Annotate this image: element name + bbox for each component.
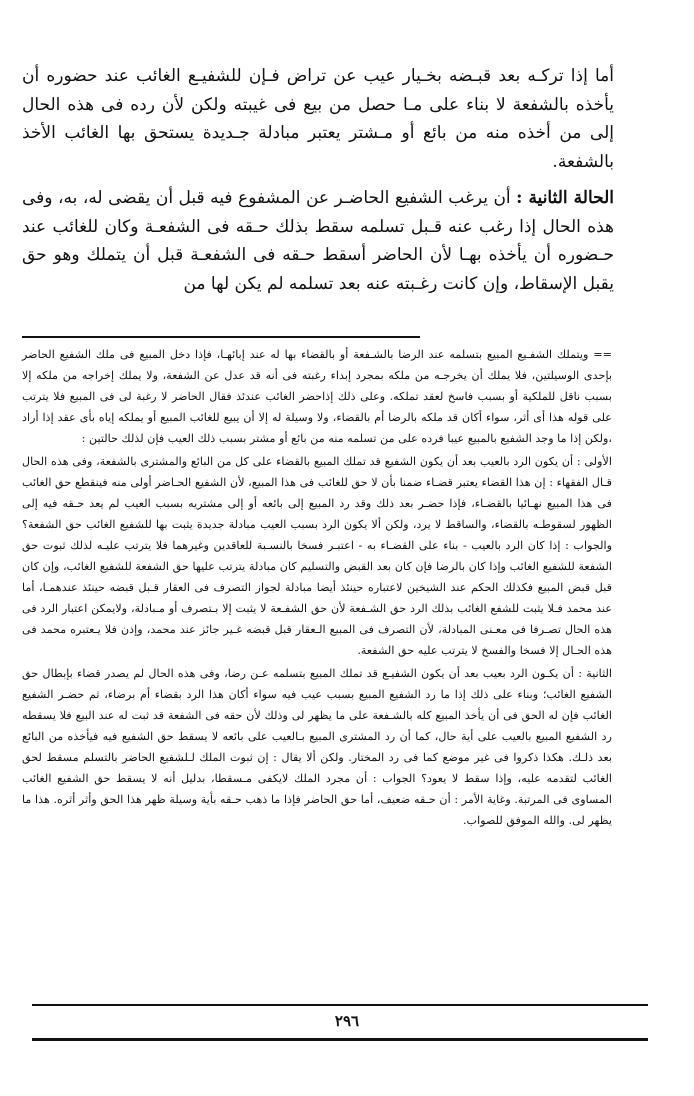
section-heading-second-case: الحالة الثانية : bbox=[516, 188, 614, 208]
footnote-separator-rule bbox=[22, 336, 420, 338]
bottom-rule-upper bbox=[32, 1004, 648, 1006]
footnotes-block bbox=[22, 344, 612, 831]
footnote-paragraph-3: الثانية : أن يكـون الرد بعيب بعد أن يكون الشفيـع قد تملك المبيع بتسلمه عـن رضا، وفى هذه الحال لم يصدر قضاء بإبطال حق الشفيع الغائب؛ وبناء على ذلك إذا ما رد الشفيع المبيع بسبب عيب فيه سواء أكان هذا الرد بقضاء أم برضاء، ثم حضـر الشفيع الغائب فإن له الحق فى أن يأخذ المبيع كله بالشـفعة على ما يظهر لى وذلك لأن حقه فى الشفعة قد ثبت له عند البيع فلا يسقطه رد الشفيع المبيع بالعيب على أية حال، كما أن رد المشترى المبيع بـالعيب على بائعه لا يسقط حق الشفيع فيه فيأخذه من البائع بعد ذلـك. هكذا ذكروا فى غير موضع كما فى رد المختار. ولكن ألا يقال : إن ثبوت الملك لـلشفيع الحاضر بالتسلم مسقط لحق الغائب لتقدمه عليه، وإذا سقط لا يعود؟ الجواب : أن مجرد الملك لايكفى مـسقطا، بدليل أنه لا يسقط حق الشفيع الغائب المساوى فى المرتبة. وغاية الأمر : أن حـقه ضعيف، أما حق الحاضر فإذا ما ذهب حـقه بأية وسيلة ظهر هذا الحق وأثر أثره. هذا ما يظهر لى. والله الموفق للصواب. bbox=[22, 667, 612, 827]
footnote-paragraph-2: الأولى : أن يكون الرد بالعيب بعد أن يكون الشفيع قد تملك المبيع بالقضاء على كل من البائع والمشترى بالشفعة، وفى هذه الحال قـال الفقهاء : إن هذا القضاء يعتبر قضـاء ضمنا بأن لا حق للغائب فى هذا المبيع، لأن الشفيع الحـاضر أولى منه فينقطع حق الغائب فى هذا المبيع نهـائيا بالقضـاء، فإذا حضـر بعد ذلك وقد رد المبيع إلى بائعه أو إلى مشتريه بسبب العيب لم يعد حـقه فيه إلى الظهور لسقوطـه بالقضاء، والساقط لا يرد، ولكن ألا يكون الرد بسبب العيب مبادلة جديدة يثبت بها للشفيع الغائب حق الشفعة؟ والجواب : إذا كان الرد بالعيب - بناء على القضـاء به - اعتبـر فسخا بالنسـبة للعاقدين وغيرهما فلا يترتب عليـه لذلك ثبوت حق الشفعة للشفيع الغائب وإذا كان بالرضا فإن كان بعد القبض والتسليم كان مبادلة يترتب عليها حق الشفعة للشفيع الغائب، وإن كان قبل قبض المبيع فكذلك الحكم عند الشيخين لاعتباره حينئذ أيضا مبادلة لجواز التصرف فى العقار قـبل قبضه حينئذ عندهمـا، أما عند محمد فـلا يثبت للشفع الغائب بذلك الرد حق الشـفعة لأن حق الشفـعة لا يثبت إلا بـتصرف أو مـبادلة، ولايمكن اعتبار الرد فى هذه الحال تصـرفا فى معـنى المبادلة، لأن التصرف فى المبيع الـعقار قبل قبضه غـير جائز عند محمد، وإذن فلا يـعتبره محمد فى هذه الحـال إلا فسخا والفسخ لا يترتب عليه حق الشفعة. bbox=[22, 455, 612, 657]
page-number: ٢٩٦ bbox=[334, 1012, 360, 1030]
bottom-rule-lower bbox=[32, 1038, 648, 1041]
main-paragraph-1: أما إذا تركـه بعد قبـضه بخـيار عيب عن تراض فـإن للشفيـع الغائب عند حضوره أن يأخذه بالشفعة لا بناء على مـا حصل من بيع فى غيبته ولكن لأن رده فى هذه الحال إلى من أخذه منه من بائع أو مـشتر يعتبر مبادلة جـديدة يستحق بها الغائب الأخذ بالشفعة. bbox=[22, 66, 614, 172]
footnote-paragraph-1: == ويتملك الشفـيع المبيع بتسلمه عند الرضا بالشـفعة أو بالقضاء بها له عند إبائهـا، فإذا دخل المبيع فى ملك الشفيع الحاضر بإحدى الوسيلتين، فلا يملك أن يخرجـه من ملكه بمجرد إبداء رغبته فى أنه قد عدل عن الشفعة، ولا يملك إخراجه من ملكه إلا بسبب ناقل للملكية أو بسبب فاسخ لعقد تملكه. وعلى ذلك إذاحضر الغائب عندئذ فقال الحاضر لا رغبة لى فى المبيع فلا يترتب على قوله هذا أى أثر، سواء أكان قد ملكه بالرضا أم بالقضاء، ولا وسيلة له إلا أن يبيع للغائب المبيع أو يملكه إياه بأى عقد إذا أراد ،ولكن إذا ما وجد الشفيع بالمبيع عيبا فرده على من تسلمه منه من بائع أو مشتر بسبب ذلك العيب فإن لذلك حالتين : bbox=[22, 348, 612, 445]
main-paragraph-2 bbox=[22, 184, 614, 298]
main-text-block bbox=[22, 62, 614, 298]
main-paragraph-2-body: أن يرغب الشفيع الحاضـر عن المشفوع فيه قبل أن يقضى له، به، وفى هذه الحال إذا رغب عنه قـبل تسلمه سقط بذلك حـقه فى الشفعـة وكان للغائب عند حـضوره أن يأخذه بهـا لأن الحاضر أسقط حـقه فى الشفعـة قبل أن يتملك وهو حق يقبل الإسقاط، وإن كانت رغـبته عنه بعد تسلمه لم يكن لها من bbox=[22, 188, 614, 294]
